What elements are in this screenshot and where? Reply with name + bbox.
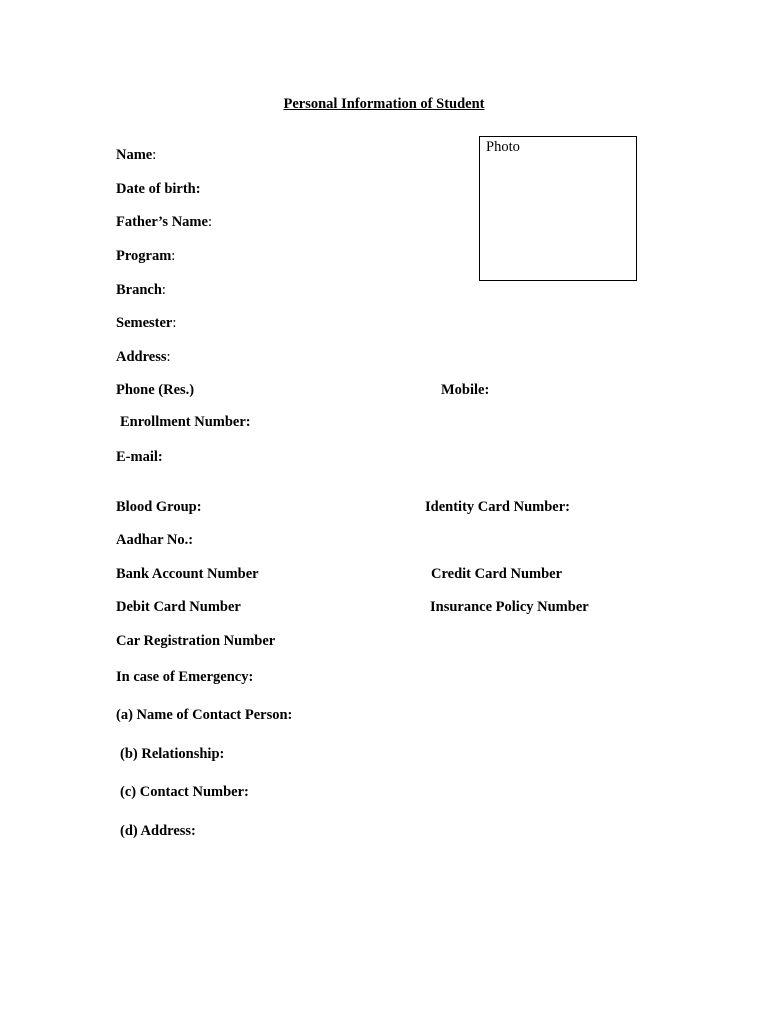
aadhar-field — [116, 531, 193, 549]
father-name-separator: : — [207, 214, 212, 230]
semester-field — [116, 314, 176, 332]
insurance-label: Insurance Policy Number — [430, 599, 589, 615]
name-field — [116, 146, 156, 164]
blood-group-field — [116, 498, 202, 516]
emergency-address-field — [120, 822, 196, 840]
program-label: Program — [116, 248, 172, 264]
phone-res-field — [116, 381, 194, 399]
mobile-field — [441, 381, 489, 399]
enrollment-label: Enrollment Number: — [120, 414, 251, 430]
name-label: Name — [116, 147, 153, 163]
contact-number-field — [120, 783, 249, 801]
debit-card-field — [116, 598, 241, 616]
emergency-heading — [116, 668, 253, 686]
mobile-label: Mobile: — [441, 382, 490, 398]
contact-person-label: (a) Name of Contact Person: — [116, 707, 293, 723]
relationship-field — [120, 745, 224, 763]
identity-card-field — [425, 498, 570, 516]
emergency-label: In case of Emergency: — [116, 669, 254, 685]
address-separator: : — [166, 349, 171, 365]
insurance-field — [430, 598, 589, 616]
bank-account-field — [116, 565, 259, 583]
contact-number-label: (c) Contact Number: — [120, 784, 249, 800]
branch-field — [116, 281, 166, 299]
branch-label: Branch — [116, 282, 162, 298]
semester-label: Semester — [116, 315, 173, 331]
contact-person-field — [116, 706, 292, 724]
relationship-label: (b) Relationship: — [120, 746, 225, 762]
email-field — [116, 448, 163, 466]
enrollment-field — [120, 413, 251, 431]
car-registration-label: Car Registration Number — [116, 633, 276, 649]
car-registration-field — [116, 632, 275, 650]
father-name-field — [116, 213, 212, 231]
email-label: E-mail: — [116, 449, 163, 465]
address-field — [116, 348, 171, 366]
photo-box — [479, 136, 637, 281]
form-title: Personal Information of Student — [283, 96, 485, 112]
name-separator: : — [152, 147, 157, 163]
blood-group-label: Blood Group: — [116, 499, 202, 515]
phone-res-label: Phone (Res.) — [116, 382, 195, 398]
debit-card-label: Debit Card Number — [116, 599, 241, 615]
identity-card-label: Identity Card Number: — [425, 499, 570, 515]
program-separator: : — [171, 248, 176, 264]
dob-field — [116, 180, 201, 198]
bank-account-label: Bank Account Number — [116, 566, 259, 582]
address-label: Address — [116, 349, 167, 365]
dob-label: Date of birth: — [116, 181, 201, 197]
program-field — [116, 247, 175, 265]
credit-card-field — [431, 565, 562, 583]
branch-separator: : — [161, 282, 166, 298]
credit-card-label: Credit Card Number — [431, 566, 563, 582]
semester-separator: : — [172, 315, 177, 331]
father-name-label: Father’s Name — [116, 214, 208, 230]
photo-label: Photo — [486, 139, 520, 155]
emergency-address-label: (d) Address: — [120, 823, 196, 839]
aadhar-label: Aadhar No.: — [116, 532, 194, 548]
